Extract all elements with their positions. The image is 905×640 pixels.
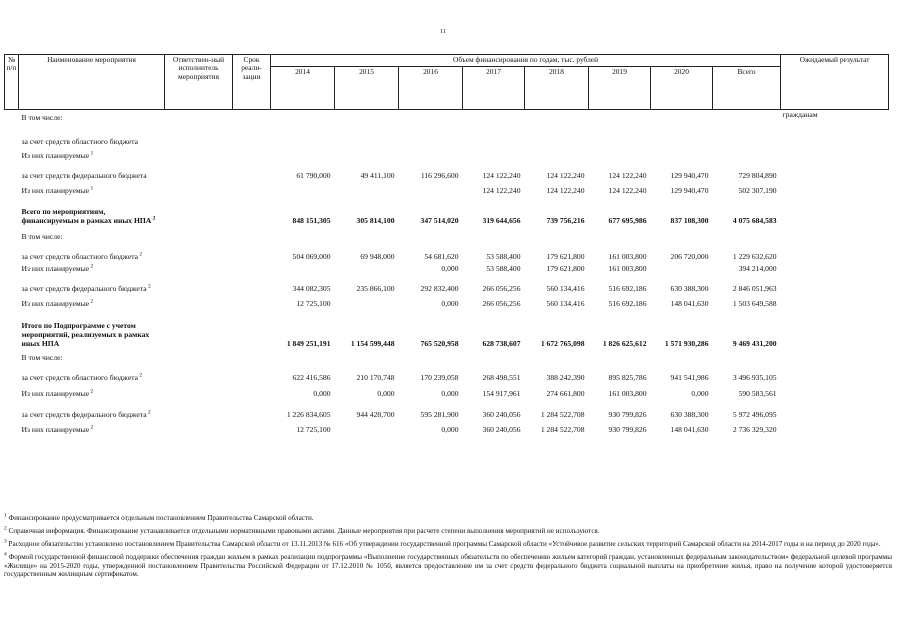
row-name-text: Из них планируемые: [21, 298, 90, 308]
value-cell: [589, 225, 651, 241]
footnote: [4, 527, 892, 536]
result-cell: [781, 273, 889, 293]
row-empty-cell: [165, 180, 233, 195]
value-cell: 1 503 649,588: [732, 298, 777, 308]
row-empty-cell: [233, 225, 271, 241]
row-num-cell: [5, 225, 19, 241]
value-cell: [463, 146, 525, 160]
row-name: [19, 362, 165, 382]
value-cell: 930 799,826: [608, 424, 647, 434]
value-cell: [589, 348, 651, 362]
header-year: 2017: [463, 67, 525, 110]
value-cell: [271, 261, 335, 273]
row-num-cell: [5, 110, 19, 122]
value-cell: [335, 146, 399, 160]
value-cell: 124 122,240: [482, 185, 521, 195]
value-cell: [589, 146, 651, 160]
footnote-number: 3: [4, 538, 7, 545]
value-cell: 305 814,100: [356, 215, 395, 225]
table-row: [5, 241, 889, 261]
row-empty-cell: [165, 382, 233, 398]
table-row: [5, 261, 889, 273]
value-cell: 0,000: [441, 424, 459, 434]
row-name: [19, 160, 165, 180]
value-cell: [525, 146, 589, 160]
result-cell: [781, 419, 889, 434]
result-cell: [781, 180, 889, 195]
value-cell: 344 082,305: [292, 283, 331, 293]
row-name: [19, 308, 165, 348]
footnote-mark: 2: [89, 297, 94, 304]
table-row: [5, 110, 889, 122]
table-row: [5, 195, 889, 225]
value-cell: [651, 261, 713, 273]
header-total: Всего: [713, 67, 781, 110]
table-row: [5, 398, 889, 419]
value-cell: 0,000: [313, 388, 331, 398]
row-name-text: за счет средств федерального бюджета: [21, 170, 147, 180]
row-empty-cell: [233, 110, 271, 122]
value-cell: 388 242,390: [546, 372, 585, 382]
result-cell: [781, 293, 889, 308]
header-year: 2014: [271, 67, 335, 110]
value-cell: 765 520,958: [420, 338, 459, 348]
table-row: [5, 419, 889, 434]
value-cell: 268 498,551: [482, 372, 521, 382]
result-cell: [781, 195, 889, 225]
row-empty-cell: [165, 146, 233, 160]
value-cell: [651, 110, 713, 122]
value-cell: 1 849 251,191: [286, 338, 331, 348]
value-cell: [399, 225, 463, 241]
table-row: [5, 382, 889, 398]
value-cell: 394 214,000: [738, 263, 777, 273]
table-row: [5, 293, 889, 308]
row-num-cell: [5, 308, 19, 348]
value-cell: 124 122,240: [608, 170, 647, 180]
result-cell: [781, 348, 889, 362]
row-empty-cell: [165, 110, 233, 122]
result-cell: [781, 146, 889, 160]
value-cell: 360 240,056: [482, 409, 521, 419]
header-funding: Объем финансирования по годам, тыс. рублей: [271, 55, 781, 67]
value-cell: [335, 180, 399, 195]
row-empty-cell: [233, 180, 271, 195]
value-cell: 1 284 522,708: [540, 409, 585, 419]
value-cell: 9 469 431,200: [732, 338, 777, 348]
result-cell: [781, 308, 889, 348]
value-cell: 129 940,470: [670, 185, 709, 195]
value-cell: 161 003,800: [608, 388, 647, 398]
value-cell: [463, 225, 525, 241]
value-cell: 170 239,058: [420, 372, 459, 382]
row-empty-cell: [233, 382, 271, 398]
value-cell: 516 692,186: [608, 283, 647, 293]
row-name: [19, 273, 165, 293]
footnote-mark: 2: [137, 371, 143, 378]
table-body: [5, 110, 889, 434]
row-empty-cell: [233, 261, 271, 273]
value-cell: 129 940,470: [670, 170, 709, 180]
value-cell: [713, 110, 781, 122]
value-cell: [525, 122, 589, 146]
value-cell: 1 154 599,448: [350, 338, 395, 348]
header-result: Ожидаемый результат: [781, 55, 889, 110]
value-cell: 622 416,586: [292, 372, 331, 382]
row-num-cell: [5, 419, 19, 434]
value-cell: [463, 122, 525, 146]
row-empty-cell: [165, 308, 233, 348]
value-cell: 560 134,416: [546, 283, 585, 293]
value-cell: 848 151,305: [292, 215, 331, 225]
value-cell: [463, 110, 525, 122]
row-num-cell: [5, 195, 19, 225]
row-empty-cell: [165, 293, 233, 308]
row-empty-cell: [233, 398, 271, 419]
row-num-cell: [5, 398, 19, 419]
header-year: 2016: [399, 67, 463, 110]
footnote-number: 2: [4, 525, 7, 532]
table-row: [5, 225, 889, 241]
row-name-text: В том числе:: [21, 352, 63, 362]
value-cell: 0,000: [377, 388, 395, 398]
value-cell: 1 672 765,098: [540, 338, 585, 348]
value-cell: 266 056,256: [482, 283, 521, 293]
value-cell: 0,000: [441, 298, 459, 308]
value-cell: [335, 261, 399, 273]
value-cell: 210 170,748: [356, 372, 395, 382]
row-empty-cell: [165, 398, 233, 419]
value-cell: 1 571 930,286: [664, 338, 709, 348]
row-empty-cell: [233, 122, 271, 146]
value-cell: 5 972 496,095: [732, 409, 777, 419]
value-cell: [651, 225, 713, 241]
value-cell: [713, 122, 781, 146]
value-cell: 154 917,961: [482, 388, 521, 398]
value-cell: [271, 146, 335, 160]
value-cell: 630 388,300: [670, 283, 709, 293]
footnote: [4, 540, 892, 549]
header-year: 2018: [525, 67, 589, 110]
value-cell: 124 122,240: [608, 185, 647, 195]
value-cell: 0,000: [441, 388, 459, 398]
value-cell: 560 134,416: [546, 298, 585, 308]
value-cell: 179 621,800: [546, 263, 585, 273]
row-empty-cell: [165, 241, 233, 261]
value-cell: 941 541,986: [670, 372, 709, 382]
row-empty-cell: [233, 273, 271, 293]
value-cell: 1 284 522,708: [540, 424, 585, 434]
row-num-cell: [5, 146, 19, 160]
value-cell: [651, 348, 713, 362]
row-num-cell: [5, 348, 19, 362]
value-cell: 49 411,100: [360, 170, 395, 180]
result-cell: [781, 382, 889, 398]
value-cell: 161 003,800: [608, 263, 647, 273]
footnote-mark: 2: [146, 408, 151, 415]
row-empty-cell: [233, 419, 271, 434]
footnote-mark: 2: [89, 387, 94, 394]
value-cell: 630 388,300: [670, 409, 709, 419]
value-cell: 235 866,100: [356, 283, 395, 293]
value-cell: 12 725,100: [296, 424, 331, 434]
row-name-text: Из них планируемые: [21, 150, 90, 160]
row-empty-cell: [165, 419, 233, 434]
footnote-text: Формой государственной финансовой поддержки обеспечения граждан жильем в рамках реализации подпрограммы «Выполнение государственных обязательств по обеспечению жильем категорий граждан, установленных федеральным законодательством» федеральной целевой программы «Жилище» на 2015-2020 годы, утвержденной постановлением Правительства Российской Федерации от 17.12.2010 № 1050, является предоставление им за счет средств федерального бюджета социальной выплаты на приобретение жилья, право на получение которой удостоверяется государственным жилищным сертификатом.: [4, 553, 892, 579]
row-name-text: Из них планируемые: [21, 424, 90, 434]
value-cell: [651, 146, 713, 160]
footnote-text: Расходное обязательство установлено постановлением Правительства Самарской области от 13.11.2013 № 616 «Об утверждении государственной программы Самарской области «Устойчивое развитие сельских территорий Самарской области на 2014-2017 годы и на период до 2020 года».: [6, 540, 881, 549]
value-cell: 4 075 684,583: [732, 215, 777, 225]
row-empty-cell: [165, 195, 233, 225]
table-row: [5, 122, 889, 146]
value-cell: 148 041,630: [670, 298, 709, 308]
value-cell: 895 825,786: [608, 372, 647, 382]
row-name-text: Из них планируемые: [21, 263, 90, 273]
value-cell: [399, 348, 463, 362]
value-cell: 54 681,620: [424, 251, 459, 261]
header-name: Наименование мероприятия: [19, 55, 165, 110]
value-cell: 739 756,216: [546, 215, 585, 225]
value-cell: [335, 293, 399, 308]
row-num-cell: [5, 241, 19, 261]
value-cell: 502 307,190: [738, 185, 777, 195]
row-empty-cell: [233, 195, 271, 225]
table-row: [5, 362, 889, 382]
table-row: [5, 348, 889, 362]
result-cell: [781, 225, 889, 241]
value-cell: [525, 225, 589, 241]
row-num-cell: [5, 160, 19, 180]
value-cell: [335, 225, 399, 241]
value-cell: 179 621,800: [546, 251, 585, 261]
row-num-cell: [5, 261, 19, 273]
value-cell: 729 804,890: [738, 170, 777, 180]
table-row: [5, 308, 889, 348]
result-cell: [781, 398, 889, 419]
row-num-cell: [5, 122, 19, 146]
row-num-cell: [5, 273, 19, 293]
table-row: [5, 146, 889, 160]
value-cell: [335, 419, 399, 434]
value-cell: [651, 122, 713, 146]
value-cell: [399, 146, 463, 160]
value-cell: [713, 146, 781, 160]
value-cell: [525, 348, 589, 362]
table-row: [5, 273, 889, 293]
row-num-cell: [5, 293, 19, 308]
page-number: 11: [440, 28, 447, 35]
row-name: [19, 195, 165, 225]
table-row: [5, 160, 889, 180]
row-name-text: Итого по Подпрограмме с учетом мероприятий, реализуемых в рамках иных НПА: [21, 320, 150, 348]
row-name: [19, 398, 165, 419]
row-num-cell: [5, 180, 19, 195]
footnote-number: 1: [4, 512, 7, 519]
row-name-text: за счет средств областного бюджета: [21, 136, 138, 146]
row-empty-cell: [233, 293, 271, 308]
row-name: [19, 382, 165, 398]
row-empty-cell: [165, 122, 233, 146]
value-cell: 69 948,000: [360, 251, 395, 261]
value-cell: 1 229 632,620: [732, 251, 777, 261]
row-name-text: Из них планируемые: [21, 185, 90, 195]
value-cell: 504 069,000: [292, 251, 331, 261]
row-name-text: за счет средств областного бюджета: [21, 251, 138, 261]
value-cell: [713, 225, 781, 241]
footnote-number: 4: [4, 551, 7, 558]
value-cell: 360 240,056: [482, 424, 521, 434]
row-name: [19, 122, 165, 146]
row-name-text: В том числе:: [21, 231, 63, 241]
row-name: [19, 225, 165, 241]
row-empty-cell: [233, 308, 271, 348]
value-cell: [589, 110, 651, 122]
row-name: [19, 146, 165, 160]
row-name-text: Из них планируемые: [21, 388, 90, 398]
row-num-cell: [5, 382, 19, 398]
row-empty-cell: [165, 261, 233, 273]
value-cell: 161 003,800: [608, 251, 647, 261]
value-cell: 3 496 935,105: [732, 372, 777, 382]
value-cell: 944 428,700: [356, 409, 395, 419]
row-name: [19, 110, 165, 122]
value-cell: [525, 110, 589, 122]
row-empty-cell: [233, 146, 271, 160]
row-name: [19, 348, 165, 362]
value-cell: [335, 110, 399, 122]
value-cell: 266 056,256: [482, 298, 521, 308]
footnote-mark: 2: [89, 423, 94, 430]
header-responsible: Ответствен-ный исполнитель мероприятия: [165, 55, 233, 110]
footnote-text: Справочная информация. Финансирование устанавливается отдельными нормативными правовыми актами. Данные мероприятия при расчете степени выполнения мероприятий не используются.: [6, 527, 600, 536]
value-cell: 347 514,020: [420, 215, 459, 225]
value-cell: 2 846 051,963: [732, 283, 777, 293]
row-name-text: за счет средств областного бюджета: [21, 372, 138, 382]
row-empty-cell: [165, 160, 233, 180]
value-cell: [271, 180, 335, 195]
value-cell: 124 122,240: [482, 170, 521, 180]
header-year: 2019: [589, 67, 651, 110]
value-cell: [335, 348, 399, 362]
value-cell: 53 588,400: [486, 263, 521, 273]
result-cell: [781, 241, 889, 261]
row-empty-cell: [233, 362, 271, 382]
header-num: № п/п: [5, 55, 19, 110]
value-cell: 677 695,986: [608, 215, 647, 225]
value-cell: 206 720,000: [670, 251, 709, 261]
header-term: Срок реали-зации: [233, 55, 271, 110]
row-empty-cell: [233, 160, 271, 180]
footnote: [4, 553, 892, 579]
value-cell: 274 661,800: [546, 388, 585, 398]
value-cell: 837 108,300: [670, 215, 709, 225]
value-cell: [713, 348, 781, 362]
footnote: [4, 514, 892, 523]
footnote-mark: 1: [89, 149, 94, 156]
footnote-mark: 2: [89, 262, 94, 269]
row-name: [19, 419, 165, 434]
value-cell: 124 122,240: [546, 170, 585, 180]
value-cell: 0,000: [441, 263, 459, 273]
value-cell: 1 826 625,612: [602, 338, 647, 348]
row-name-text: за счет средств федерального бюджета: [21, 409, 147, 419]
result-cell: [781, 122, 889, 146]
value-cell: [271, 225, 335, 241]
row-name-text: за счет средств федерального бюджета: [21, 283, 147, 293]
header-year: 2015: [335, 67, 399, 110]
footnote-mark: 1: [89, 184, 94, 191]
row-name-text: Всего по мероприятиям, финансируемым в рамках иных НПА: [21, 206, 152, 225]
row-name-text: В том числе:: [21, 112, 63, 122]
row-name: [19, 261, 165, 273]
value-cell: 292 832,400: [420, 283, 459, 293]
value-cell: 516 692,186: [608, 298, 647, 308]
value-cell: 1 226 834,605: [286, 409, 331, 419]
value-cell: 590 583,561: [738, 388, 777, 398]
value-cell: 12 725,100: [296, 298, 331, 308]
header-year: 2020: [651, 67, 713, 110]
row-num-cell: [5, 362, 19, 382]
value-cell: 319 644,656: [482, 215, 521, 225]
value-cell: [399, 180, 463, 195]
value-cell: [335, 122, 399, 146]
value-cell: [399, 122, 463, 146]
value-cell: 595 281,900: [420, 409, 459, 419]
result-cell: [781, 261, 889, 273]
value-cell: 2 736 329,320: [732, 424, 777, 434]
table-row: [5, 180, 889, 195]
value-cell: 148 041,630: [670, 424, 709, 434]
row-name: [19, 241, 165, 261]
value-cell: [463, 348, 525, 362]
row-empty-cell: [165, 273, 233, 293]
value-cell: 116 296,600: [420, 170, 459, 180]
value-cell: [271, 122, 335, 146]
footnote-text: Финансирование предусматривается отдельным постановлением Правительства Самарской области.: [6, 514, 314, 522]
value-cell: [271, 110, 335, 122]
row-name: [19, 180, 165, 195]
result-cell: гражданам: [782, 110, 818, 119]
row-empty-cell: [165, 225, 233, 241]
value-cell: 61 790,000: [296, 170, 331, 180]
row-name: [19, 293, 165, 308]
value-cell: 930 799,826: [608, 409, 647, 419]
result-cell: [781, 362, 889, 382]
footnote-mark: 2: [146, 282, 151, 289]
result-cell: [781, 160, 889, 180]
financing-table: [4, 54, 889, 434]
value-cell: 0,000: [691, 388, 709, 398]
value-cell: 53 588,400: [486, 251, 521, 261]
value-cell: [271, 348, 335, 362]
row-empty-cell: [233, 241, 271, 261]
row-empty-cell: [165, 362, 233, 382]
value-cell: 628 738,607: [482, 338, 521, 348]
value-cell: 124 122,240: [546, 185, 585, 195]
row-empty-cell: [233, 348, 271, 362]
value-cell: [399, 110, 463, 122]
row-empty-cell: [165, 348, 233, 362]
footnotes: [4, 514, 892, 584]
value-cell: [589, 122, 651, 146]
footnote-mark: 2: [137, 250, 143, 257]
footnote-mark: 2: [151, 214, 156, 221]
